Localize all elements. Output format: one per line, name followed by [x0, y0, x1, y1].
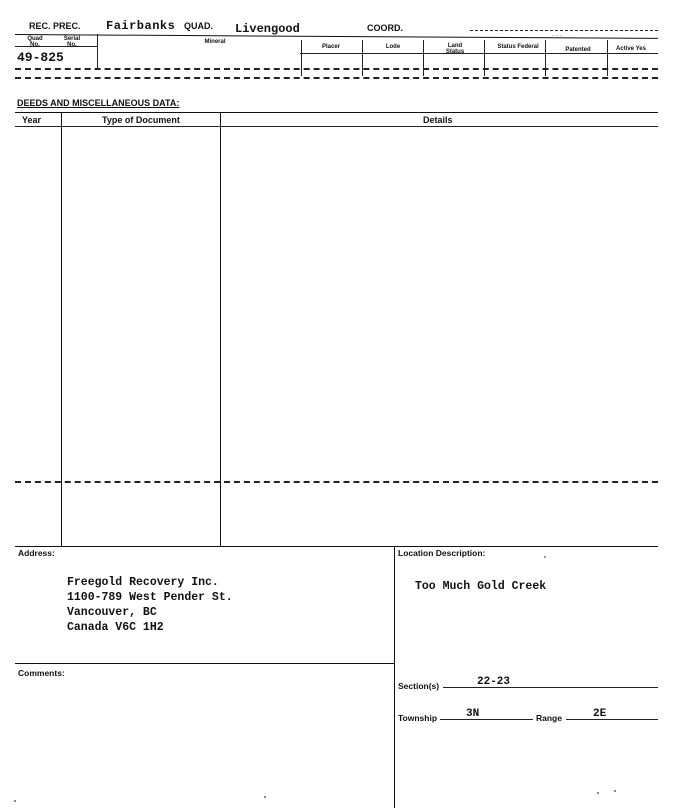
record-row-rule-2 — [15, 77, 658, 79]
col-divider — [484, 40, 485, 76]
quad-value: Fairbanks — [106, 19, 176, 33]
header-dash — [470, 30, 658, 31]
deeds-lower-dash — [15, 481, 658, 483]
col-details: Details — [423, 115, 453, 125]
col-divider — [362, 40, 363, 76]
col-divider — [545, 40, 546, 76]
section-underline — [443, 687, 658, 688]
col-patented: Patented — [565, 47, 591, 53]
quad-label: QUAD. — [184, 21, 213, 31]
col-active: Active Yes — [616, 46, 646, 52]
col-quad-no: Quad No. — [27, 36, 43, 48]
speck — [614, 790, 616, 792]
location-value: Too Much Gold Creek — [415, 580, 547, 593]
township-underline — [440, 719, 533, 720]
section-label: Section(s) — [398, 681, 440, 691]
speck — [264, 796, 266, 798]
township-value: 3N — [466, 708, 480, 720]
coord-value: . . . — [552, 31, 562, 38]
col-divider — [301, 40, 302, 76]
range-label: Range — [536, 713, 562, 723]
col-status-federal: Status Federal — [497, 44, 539, 50]
address-line: Freegold Recovery Inc. — [67, 576, 219, 589]
coord-label: COORD. — [367, 23, 403, 33]
col-divider — [423, 40, 424, 76]
col-divider — [607, 40, 608, 76]
address-line: Vancouver, BC — [67, 606, 157, 619]
record-row-rule — [15, 68, 658, 70]
col-mineral: Mineral — [204, 39, 226, 45]
location-label: Location Description: — [398, 548, 486, 558]
quad-serial-rule — [15, 46, 97, 47]
comments-label: Comments: — [18, 668, 65, 678]
deeds-bottom-rule — [15, 546, 658, 547]
comments-top-rule — [15, 663, 394, 664]
range-value: 2E — [593, 708, 607, 720]
range-underline — [566, 719, 658, 720]
address-location-divider — [394, 546, 395, 808]
deeds-top-rule — [15, 112, 658, 113]
col-land-status: Land Status — [445, 43, 465, 55]
col-divider — [97, 34, 98, 70]
speck — [544, 556, 546, 558]
speck — [14, 800, 16, 802]
col-placer: Placer — [321, 44, 340, 50]
col-year: Year — [22, 115, 42, 125]
address-line: Canada V6C 1H2 — [67, 621, 164, 634]
deeds-title: DEEDS AND MISCELLANEOUS DATA: — [17, 98, 180, 108]
township-label: Township — [398, 713, 438, 723]
address-label: Address: — [18, 548, 55, 558]
quad-serial-value: 49-825 — [17, 50, 64, 65]
section-value: 22-23 — [477, 676, 511, 688]
col-type-of-document: Type of Document — [102, 115, 180, 125]
speck — [597, 792, 599, 794]
address-block — [67, 575, 233, 635]
area-value: Livengood — [235, 22, 300, 36]
col-lode: Lode — [385, 44, 401, 50]
col-serial-no: Serial No. — [63, 36, 81, 48]
deeds-header-rule — [15, 126, 658, 127]
rec-prec-label: REC. PREC. — [29, 21, 81, 31]
status-rule — [300, 53, 658, 54]
address-line: 1100-789 West Pender St. — [67, 591, 233, 604]
